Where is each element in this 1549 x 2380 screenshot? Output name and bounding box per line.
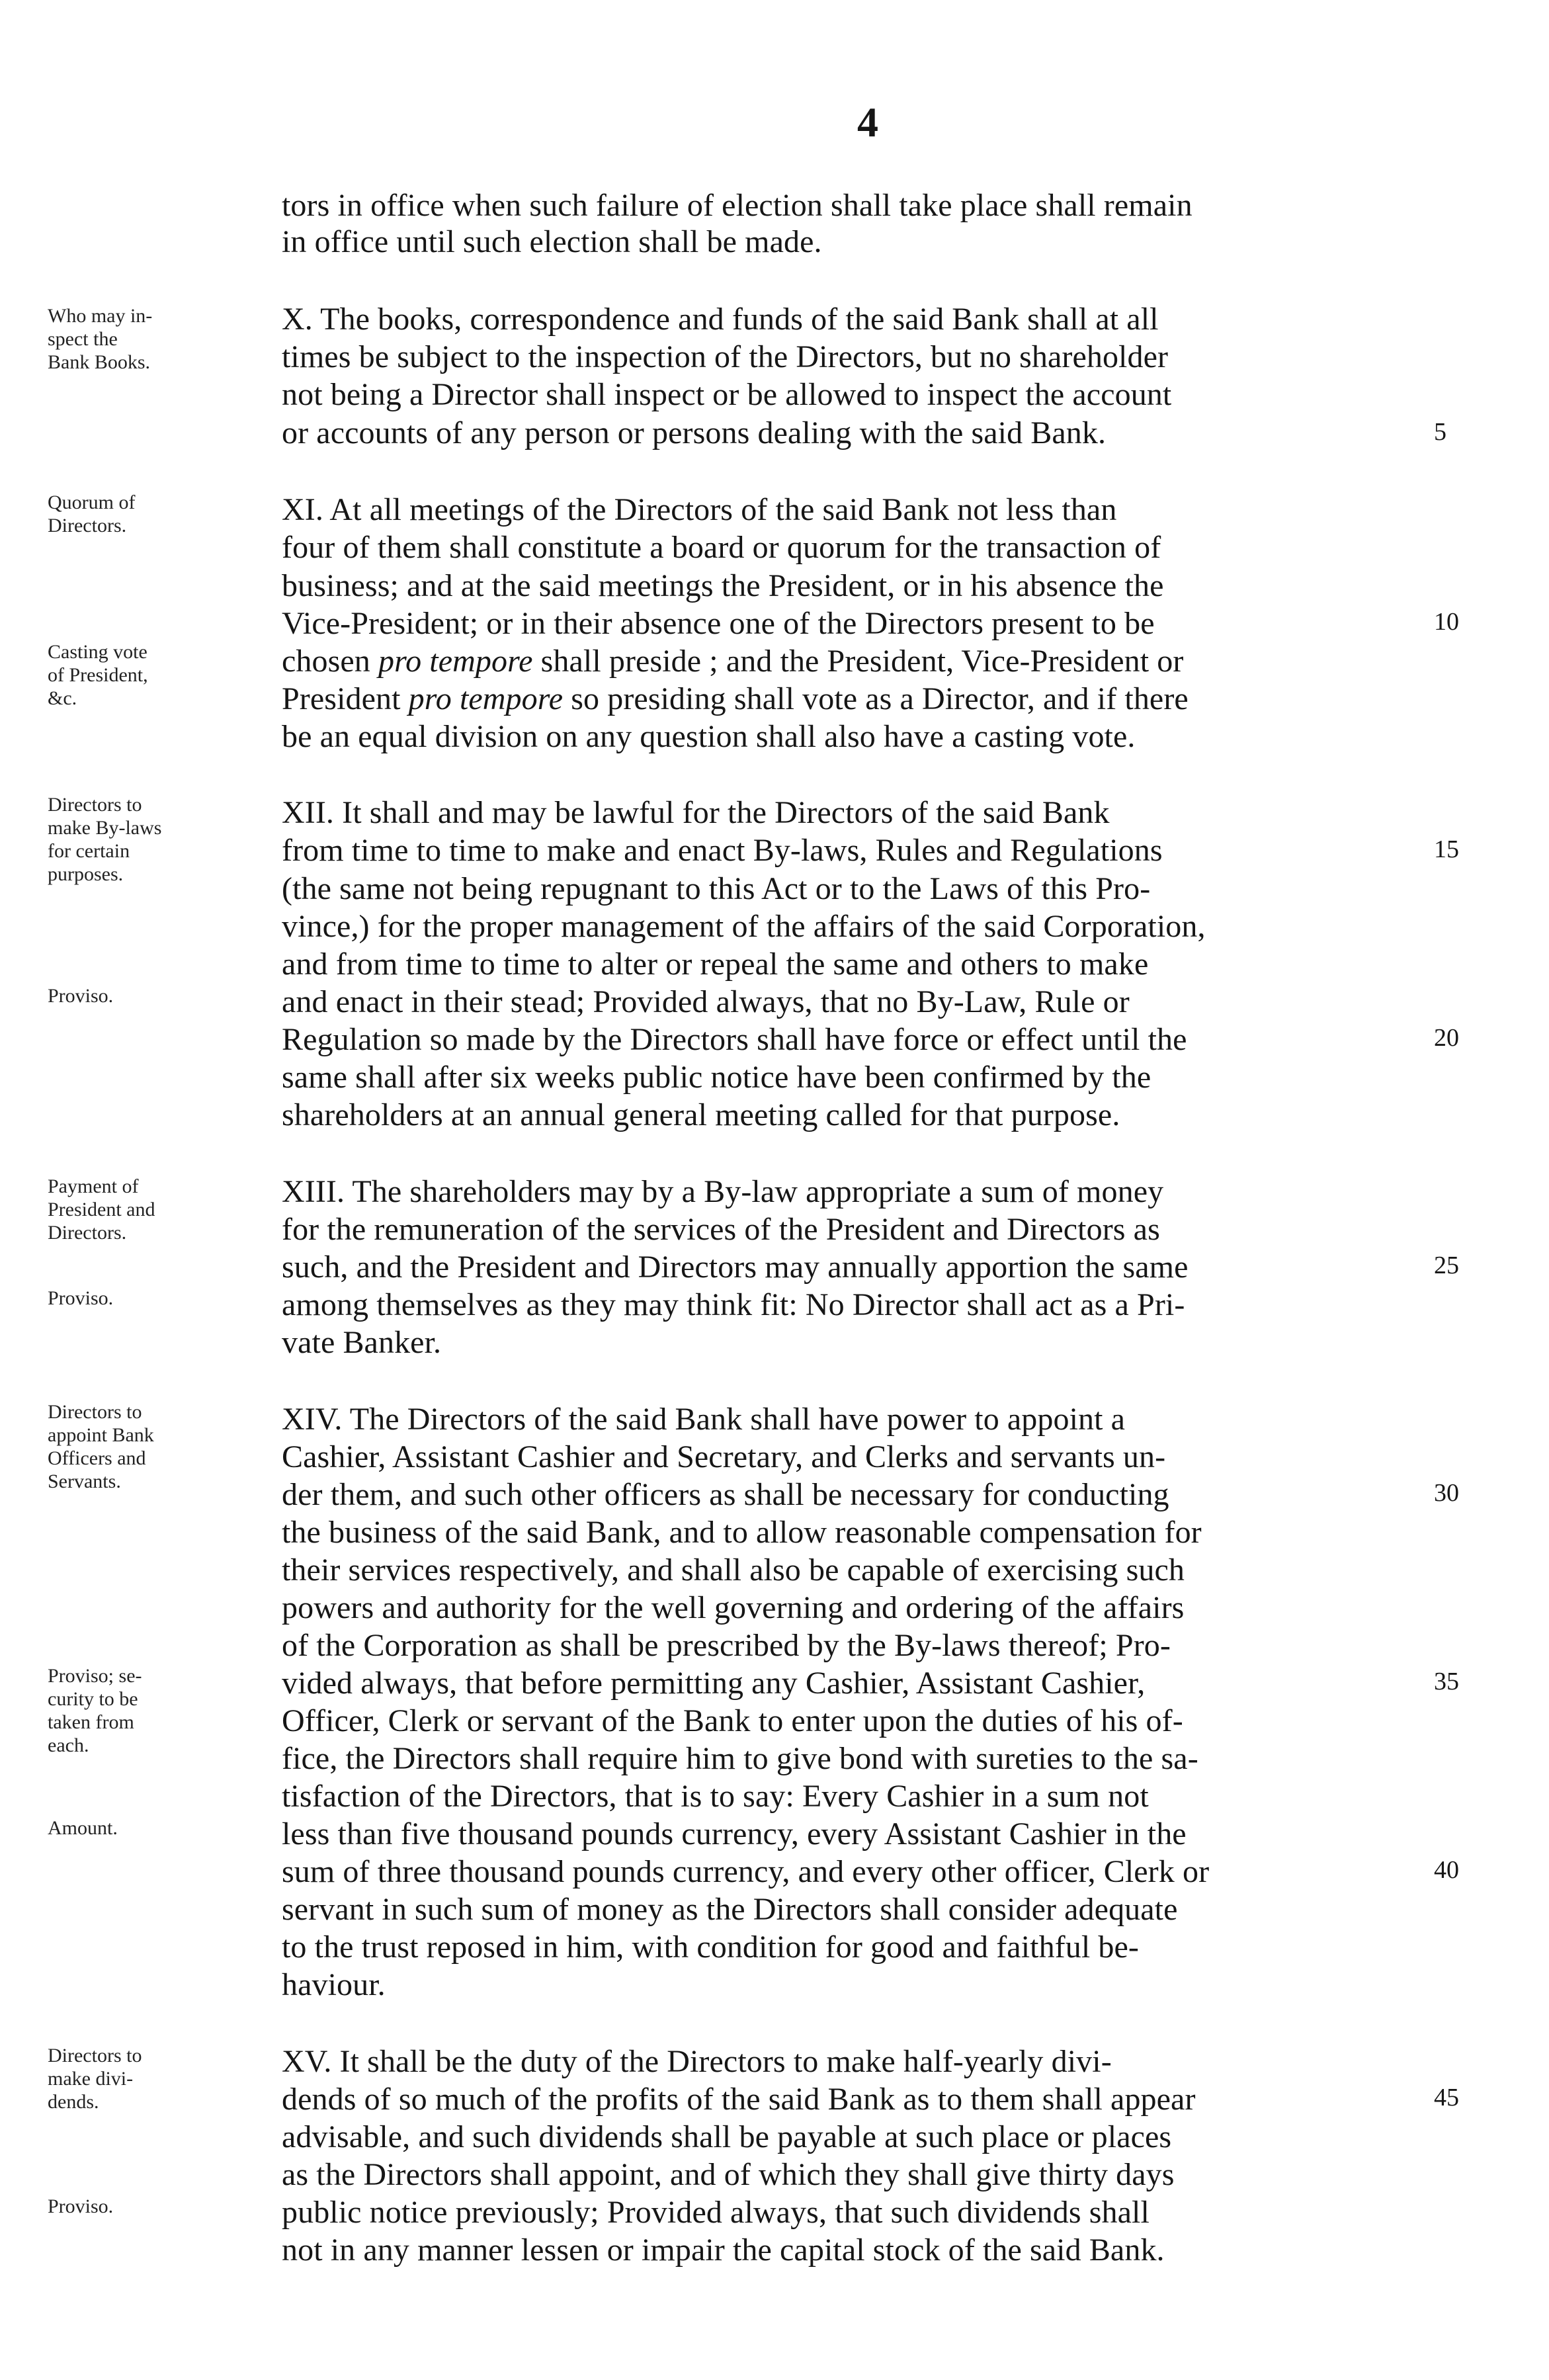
margin-note-line: Amount. <box>48 1817 118 1839</box>
text-line: not in any manner lessen or impair the capital stock of the said Bank. <box>282 2232 1165 2268</box>
text-line: to the trust reposed in him, with condition for good and faithful be- <box>282 1930 1139 1965</box>
margin-note-line: Bank Books. <box>48 351 151 373</box>
text-line: public notice previously; Provided always, that such dividends shall <box>282 2195 1150 2230</box>
margin-note-line: for certain <box>48 840 130 862</box>
margin-note-line: Proviso; se- <box>48 1665 142 1687</box>
line-number: 30 <box>1434 1479 1459 1507</box>
margin-note-line: Proviso. <box>48 985 114 1007</box>
text-run: shall preside ; and the President, Vice-President or <box>532 644 1184 679</box>
line-number: 5 <box>1434 418 1446 446</box>
text-line: Officer, Clerk or servant of the Bank to enter upon the duties of his of- <box>282 1703 1183 1738</box>
margin-note-line: Directors. <box>48 515 127 536</box>
text-run: so presiding shall vote as a Director, and if there <box>563 681 1189 716</box>
text-line: same shall after six weeks public notice have been confirmed by the <box>282 1060 1151 1095</box>
text-line: not being a Director shall inspect or be allowed to inspect the account <box>282 377 1172 412</box>
margin-note-line: of President, <box>48 664 148 686</box>
line-number: 40 <box>1434 1856 1459 1884</box>
text-line: or accounts of any person or persons dealing with the said Bank. <box>282 415 1107 450</box>
text-line: Vice-President; or in their absence one of the Directors present to be <box>282 606 1155 641</box>
text-line: dends of so much of the profits of the said Bank as to them shall appear <box>282 2082 1196 2117</box>
text-line: (the same not being repugnant to this Act or to the Laws of this Pro- <box>282 871 1151 906</box>
text-line: fice, the Directors shall require him to give bond with sureties to the sa- <box>282 1741 1198 1776</box>
text-line: their services respectively, and shall also be capable of exercising such <box>282 1552 1185 1588</box>
text-line: powers and authority for the well governing and ordering of the affairs <box>282 1590 1185 1625</box>
text-line: vate Banker. <box>282 1325 442 1360</box>
margin-note-line: Servants. <box>48 1470 121 1492</box>
text-line: XIV. The Directors of the said Bank shall have power to appoint a <box>282 1402 1126 1437</box>
text-line: business; and at the said meetings the President, or in his absence the <box>282 568 1164 603</box>
text-line: X. The books, correspondence and funds of the said Bank shall at all <box>282 302 1159 337</box>
text-line: Cashier, Assistant Cashier and Secretary, and Clerks and servants un- <box>282 1439 1166 1474</box>
margin-note-line: make By-laws <box>48 817 162 839</box>
line-number: 25 <box>1434 1252 1459 1279</box>
text-line: and from time to time to alter or repeal the same and others to make <box>282 947 1149 982</box>
line-number: 20 <box>1434 1024 1459 1052</box>
text-line: XII. It shall and may be lawful for the Directors of the said Bank <box>282 795 1110 830</box>
margin-note-line: make divi- <box>48 2068 134 2090</box>
text-line: such, and the President and Directors may annually apportion the same <box>282 1250 1189 1285</box>
text-line: less than five thousand pounds currency, every Assistant Cashier in the <box>282 1816 1187 1851</box>
text-line: XIII. The shareholders may by a By-law appropriate a sum of money <box>282 1174 1164 1209</box>
text-line <box>282 641 1183 682</box>
margin-note-line: spect the <box>48 328 118 350</box>
page-number: 4 <box>857 99 878 146</box>
text-line: of the Corporation as shall be prescribed by the By-laws thereof; Pro- <box>282 1628 1171 1663</box>
text-line: advisable, and such dividends shall be payable at such place or places <box>282 2119 1172 2154</box>
margin-note-line: &c. <box>48 687 77 709</box>
text-line: among themselves as they may think fit: No Director shall act as a Pri- <box>282 1287 1185 1322</box>
margin-note-line: President and <box>48 1199 155 1220</box>
text-line: tisfaction of the Directors, that is to say: Every Cashier in a sum not <box>282 1779 1149 1814</box>
text-line: from time to time to make and enact By-laws, Rules and Regulations <box>282 833 1163 868</box>
text-line: Regulation so made by the Directors shall have force or effect until the <box>282 1022 1187 1057</box>
line-number: 10 <box>1434 608 1459 636</box>
margin-note-line: Directors. <box>48 1222 127 1244</box>
margin-note-line: Directors to <box>48 2045 142 2066</box>
text-run: President <box>282 681 409 716</box>
text-line: as the Directors shall appoint, and of which they shall give thirty days <box>282 2157 1175 2192</box>
text-line: vince,) for the proper management of the affairs of the said Corporation, <box>282 909 1206 944</box>
margin-note-line: Proviso. <box>48 2195 114 2217</box>
text-line: and enact in their stead; Provided always, that no By-Law, Rule or <box>282 984 1130 1019</box>
margin-note-line: taken from <box>48 1711 134 1733</box>
text-line: be an equal division on any question shall also have a casting vote. <box>282 719 1136 754</box>
margin-note-line: Officers and <box>48 1447 146 1469</box>
text-run: chosen <box>282 644 378 679</box>
text-line: vided always, that before permitting any Cashier, Assistant Cashier, <box>282 1666 1146 1701</box>
margin-note-line: purposes. <box>48 863 124 885</box>
line-number: 35 <box>1434 1668 1459 1695</box>
text-line: XI. At all meetings of the Directors of the said Bank not less than <box>282 492 1117 527</box>
text-line: der them, and such other officers as shall be necessary for conducting <box>282 1477 1169 1512</box>
margin-note-line: appoint Bank <box>48 1424 154 1446</box>
margin-note-line: Casting vote <box>48 641 147 663</box>
text-line: sum of three thousand pounds currency, and every other officer, Clerk or <box>282 1854 1210 1889</box>
margin-note-line: Payment of <box>48 1175 139 1197</box>
text-line: shareholders at an annual general meeting called for that purpose. <box>282 1097 1120 1132</box>
text-line: tors in office when such failure of election shall take place shall remain <box>282 188 1193 223</box>
text-line: haviour. <box>282 1967 386 2002</box>
margin-note-line: Directors to <box>48 794 142 816</box>
margin-note-line: dends. <box>48 2091 99 2113</box>
margin-note-line: Quorum of <box>48 491 136 513</box>
margin-note-line: Who may in- <box>48 305 153 327</box>
margin-note-line: Directors to <box>48 1401 142 1423</box>
text-line <box>282 679 1189 720</box>
margin-note-line: Proviso. <box>48 1287 114 1309</box>
text-line: the business of the said Bank, and to allow reasonable compensation for <box>282 1515 1202 1550</box>
italic-phrase: pro tempore <box>408 681 564 716</box>
text-line: XV. It shall be the duty of the Directors to make half-yearly divi- <box>282 2044 1112 2079</box>
text-line: times be subject to the inspection of the Directors, but no shareholder <box>282 339 1169 374</box>
margin-note-line: each. <box>48 1734 89 1756</box>
text-line: for the remuneration of the services of the President and Directors as <box>282 1212 1160 1247</box>
line-number: 15 <box>1434 835 1459 863</box>
line-number: 45 <box>1434 2084 1459 2111</box>
margin-note-line: curity to be <box>48 1688 138 1710</box>
text-line: in office until such election shall be made. <box>282 224 822 259</box>
italic-phrase: pro tempore <box>378 644 533 679</box>
text-line: four of them shall constitute a board or quorum for the transaction of <box>282 530 1161 565</box>
text-line: servant in such sum of money as the Directors shall consider adequate <box>282 1892 1178 1927</box>
